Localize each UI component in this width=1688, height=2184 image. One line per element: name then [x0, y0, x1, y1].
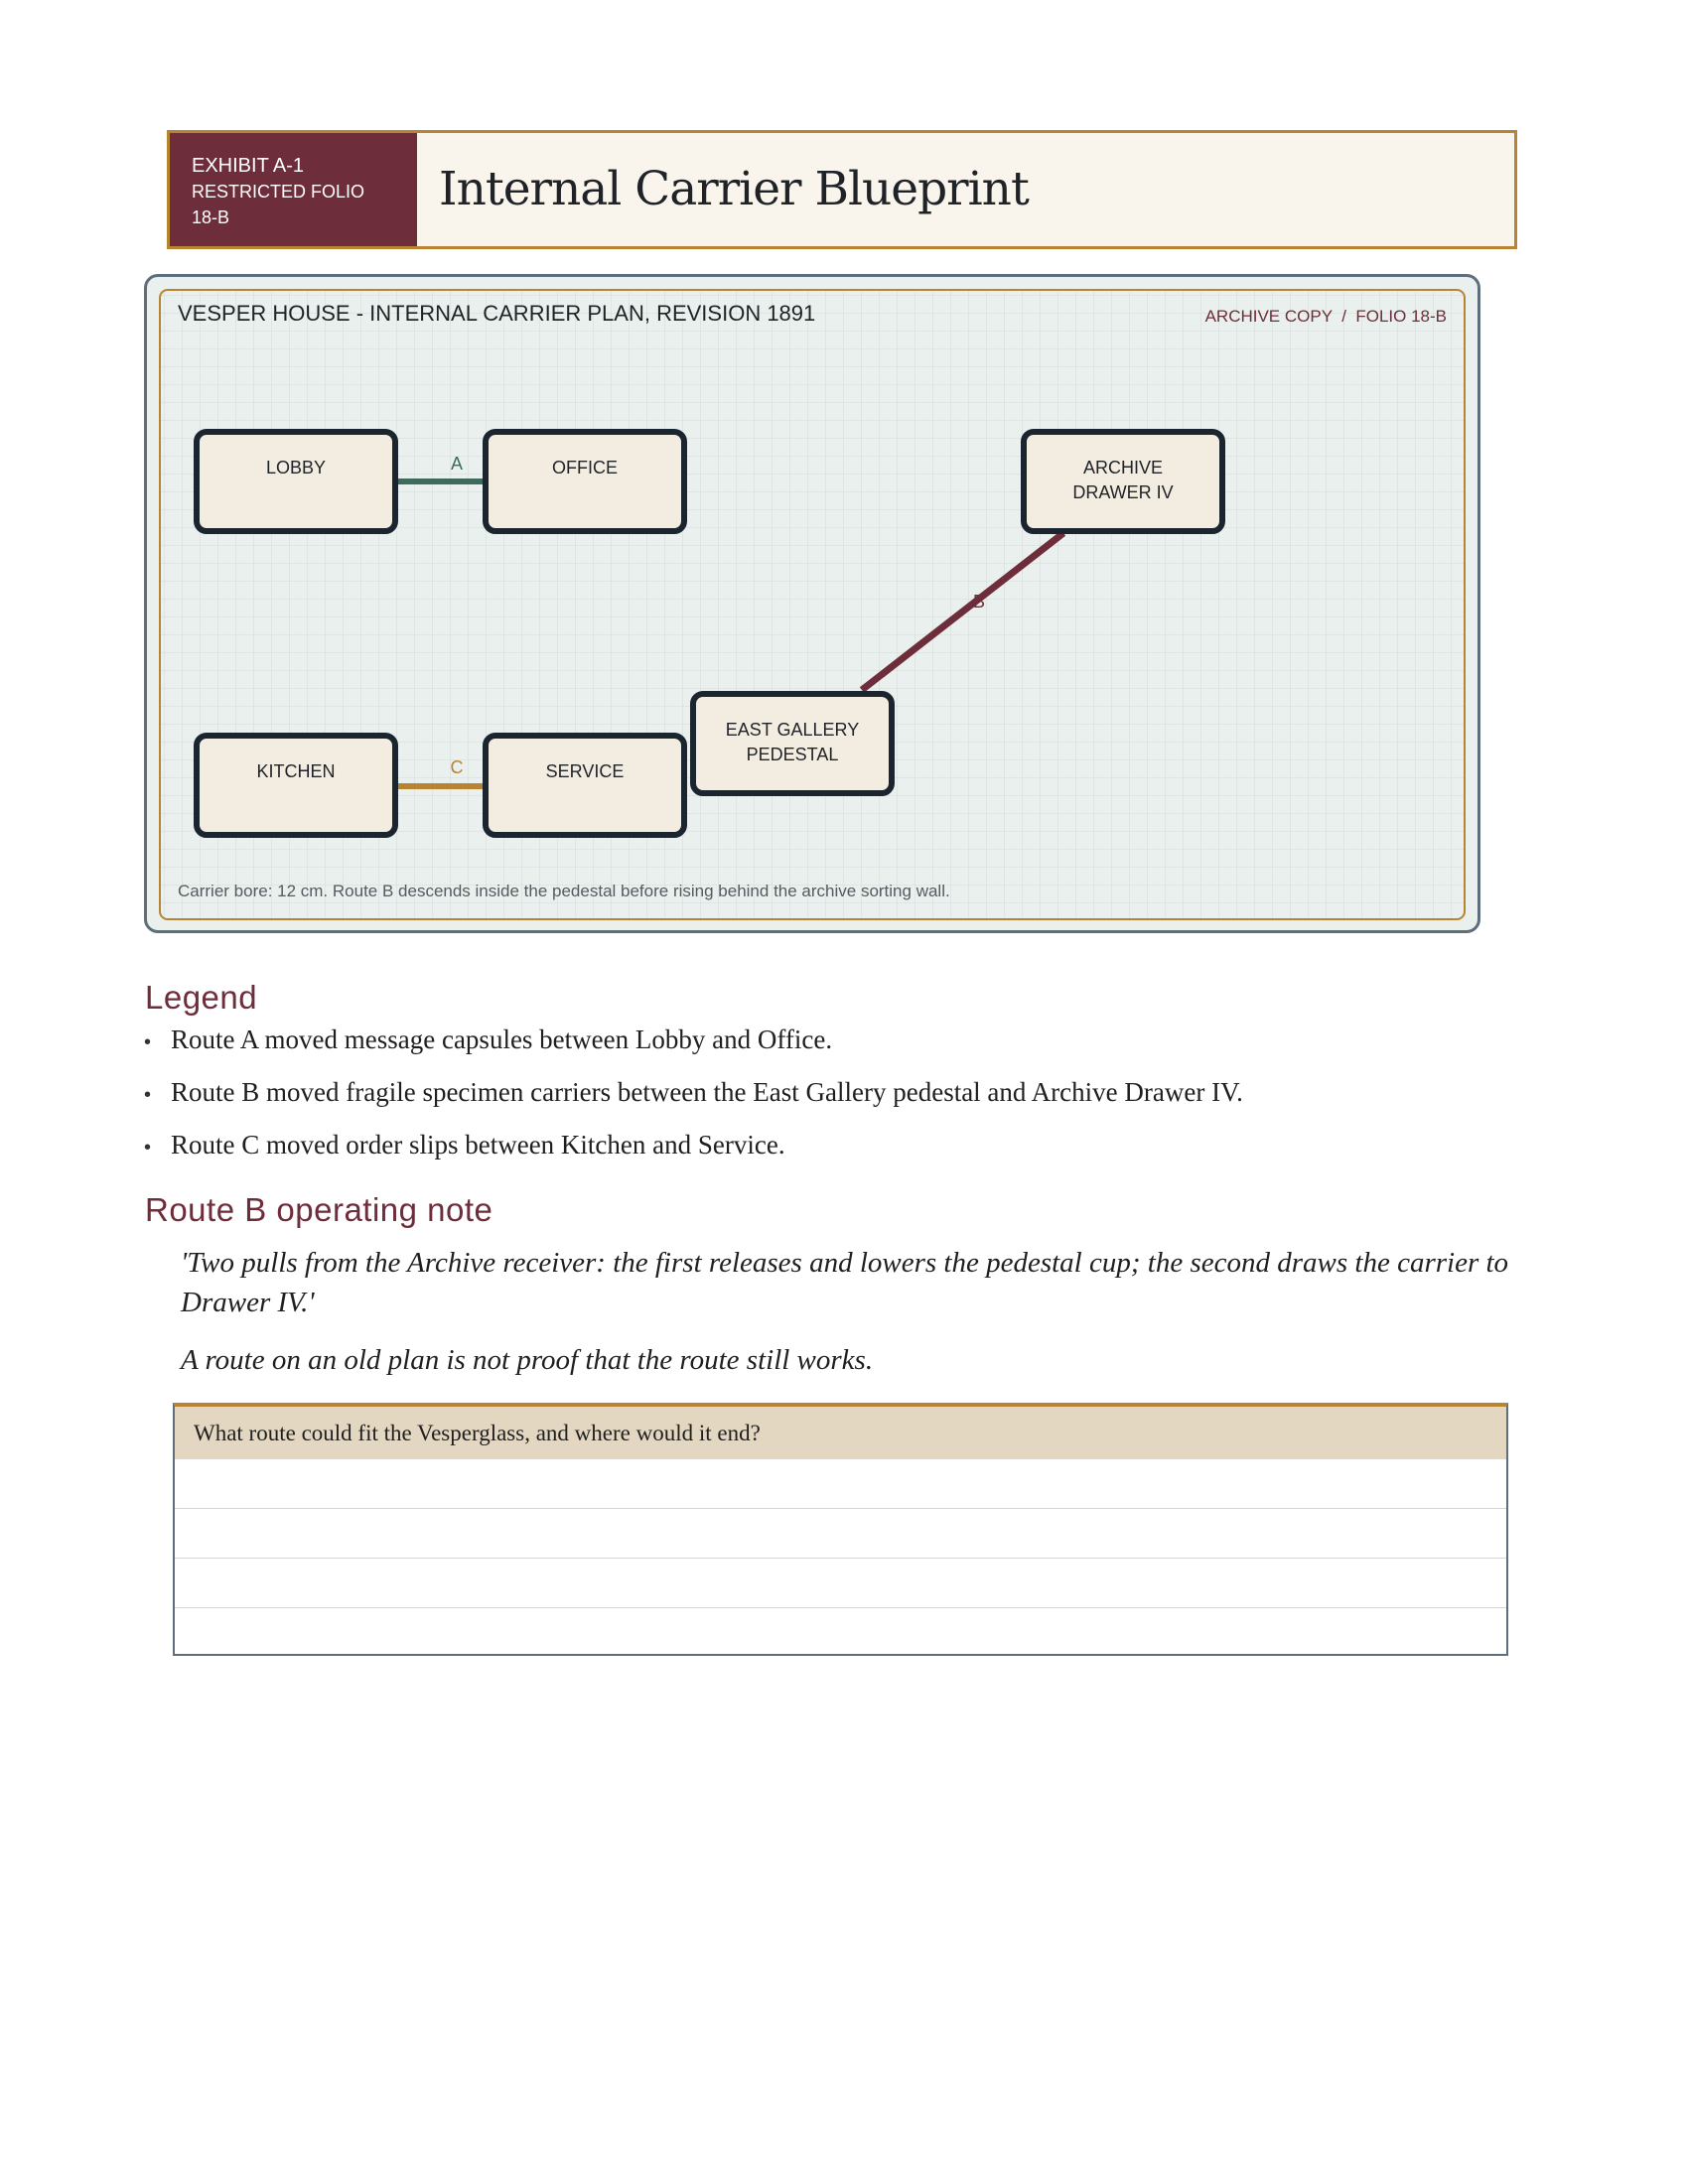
answer-line[interactable] — [175, 1509, 1506, 1559]
room-label: DRAWER IV — [1072, 482, 1174, 502]
route-b-label: B — [972, 592, 986, 612]
route-a-label: A — [450, 454, 464, 474]
page-title: Internal Carrier Blueprint — [439, 162, 1029, 216]
operating-note-heading: Route B operating note — [145, 1191, 493, 1228]
question-prompt: What route could fit the Vesperglass, and where would it end? — [175, 1407, 1506, 1459]
bullet-icon: • — [144, 1084, 152, 1106]
archive-copy-tag: ARCHIVE COPY / FOLIO 18-B — [1204, 307, 1447, 326]
exhibit-header — [167, 130, 1517, 249]
carrier-plan — [144, 274, 1480, 933]
carrier-plan-drawing — [147, 277, 1477, 930]
room-service — [486, 736, 684, 835]
room-kitchen — [197, 736, 395, 835]
exhibit-label: EXHIBIT A-1 — [192, 155, 305, 177]
operating-note-caution: A route on an old plan is not proof that the route still works. — [181, 1344, 874, 1376]
legend-item-text: Route A moved message capsules between Lobby and Office. — [171, 1024, 833, 1054]
room-label: LOBBY — [265, 458, 327, 478]
route-c-label: C — [450, 757, 464, 777]
plan-heading: VESPER HOUSE - INTERNAL CARRIER PLAN, REVISION 1891 — [178, 301, 816, 326]
legend-list — [144, 1024, 1534, 1182]
answer-line[interactable] — [175, 1559, 1506, 1608]
folio-label: RESTRICTED FOLIO 18-B — [192, 182, 365, 227]
room-label: SERVICE — [545, 761, 625, 781]
answer-box — [173, 1403, 1508, 1656]
room-label: KITCHEN — [256, 761, 336, 781]
answer-line[interactable] — [175, 1608, 1506, 1657]
legend-heading: Legend — [145, 979, 258, 1016]
room-label: PEDESTAL — [746, 745, 839, 764]
room-label: ARCHIVE — [1082, 458, 1164, 478]
list-item — [144, 1024, 1534, 1077]
bullet-icon: • — [144, 1137, 152, 1159]
exhibit-badge — [170, 133, 417, 246]
room-lobby — [197, 432, 395, 531]
legend-item-text: Route C moved order slips between Kitchen and Service. — [171, 1130, 785, 1160]
room-label: EAST GALLERY — [725, 720, 860, 740]
list-item — [144, 1077, 1534, 1130]
answer-line[interactable] — [175, 1459, 1506, 1509]
operating-note-quote: 'Two pulls from the Archive receiver: the first releases and lowers the pedestal cup; the second draws the carrier to Drawer IV.' — [181, 1247, 1509, 1318]
legend-item-text: Route B moved fragile specimen carriers between the East Gallery pedestal and Archive Drawer IV. — [171, 1077, 1243, 1107]
plan-footnote: Carrier bore: 12 cm. Route B descends inside the pedestal before rising behind the archive sorting wall. — [178, 882, 950, 900]
room-label: OFFICE — [552, 458, 618, 478]
room-east-gallery-pedestal — [693, 694, 892, 793]
list-item — [144, 1130, 1534, 1182]
room-archive-drawer — [1024, 432, 1222, 531]
bullet-icon: • — [144, 1031, 152, 1053]
room-office — [486, 432, 684, 531]
